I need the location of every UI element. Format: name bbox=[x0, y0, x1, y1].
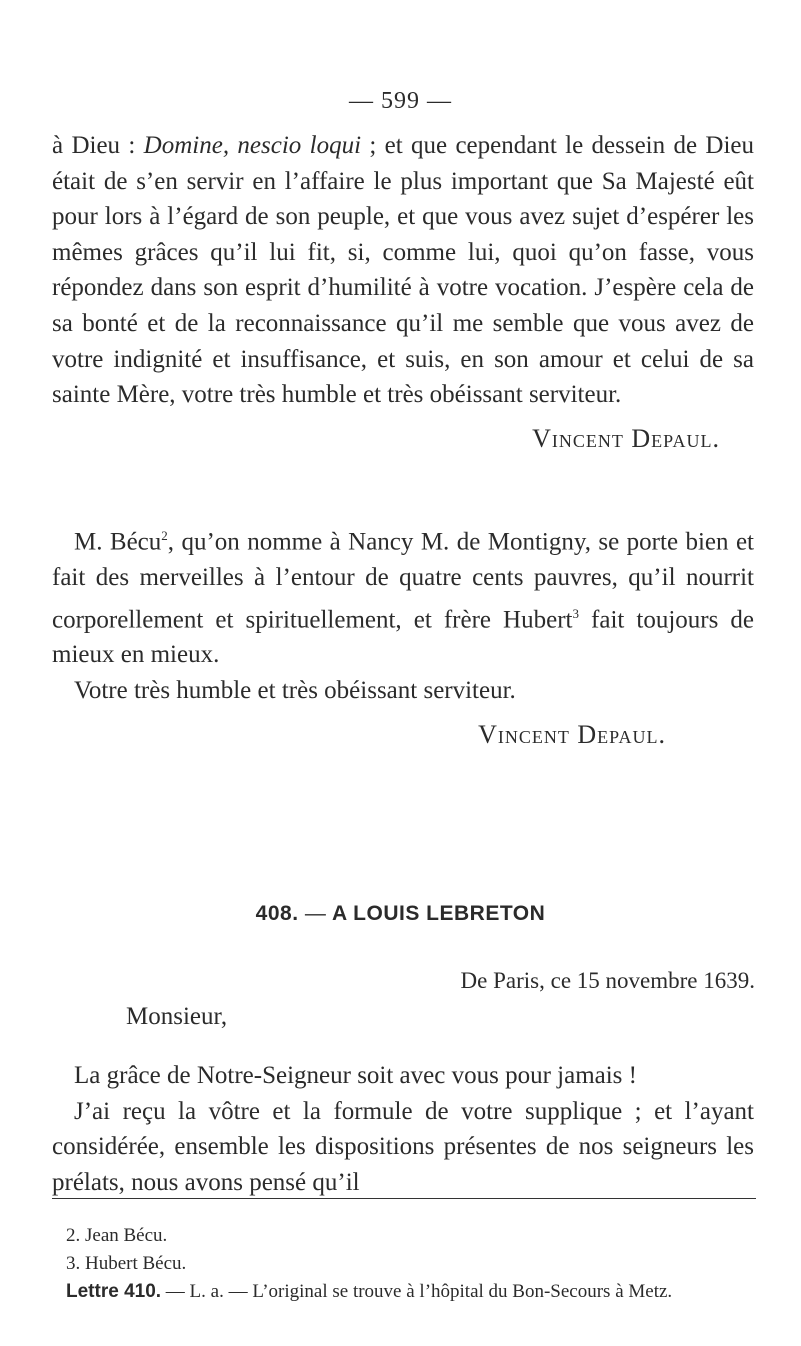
letter-note-text: — L. a. — L’original se trouve à l’hôpital du Bon-Secours à Metz. bbox=[161, 1281, 673, 1302]
footnote: 3. Hubert Bécu. bbox=[66, 1253, 187, 1274]
postscript-paragraph bbox=[52, 518, 754, 673]
footnote bbox=[66, 1278, 756, 1306]
page-number: — 599 — bbox=[349, 88, 452, 114]
letter-title: A LOUIS LEBRETON bbox=[331, 902, 546, 925]
letter-number: 408. bbox=[255, 902, 299, 925]
footnote-divider bbox=[52, 1198, 756, 1199]
body-paragraph: J’ai reçu la vôtre et la formule de votre supplique ; et l’ayant considérée, ensemble les dispositions présentes de nos seigneurs les prélats, nous avons pensé qu’il bbox=[52, 1097, 754, 1196]
letter-paragraph bbox=[52, 128, 754, 413]
text-after-italic: ; et que cependant le dessein de Dieu était de s’en servir en l’affaire le plus important que Sa Majesté eût pour lors à l’égard de son peuple, et que vous avez sujet d’espérer les mêmes grâces qu’il lui fit, si, comme lui, quoi qu’on fasse, vous répondez dans son esprit d’humilité à votre vocation. J’espère cela de sa bonté et de la reconnaissance qu’il me semble que vous avez de votre indignité et insuffisance, et suis, en son amour et celui de sa sainte Mère, votre très humble et très obéissant serviteur. bbox=[52, 132, 754, 409]
ps-part3: fait toujours de mieux en mieux. bbox=[52, 605, 754, 669]
letter-408-body bbox=[52, 1058, 754, 1200]
footnotes bbox=[66, 1222, 756, 1306]
footnote: 2. Jean Bécu. bbox=[66, 1225, 168, 1246]
letter-reference: Lettre 410. bbox=[66, 1281, 162, 1302]
footnote-ref-3: 3 bbox=[572, 605, 579, 621]
body-paragraph: La grâce de Notre-Seigneur soit avec vous pour jamais ! bbox=[74, 1062, 637, 1089]
ps-part2: , qu’on nomme à Nancy M. de Montigny, se porte bien et fait des merveilles à l’entour de quatre cents pauvres, qu’il nourrit corporellement et spirituellement, et frère Hubert bbox=[52, 528, 754, 633]
ps-part1: M. Bécu bbox=[74, 528, 162, 556]
signature: Vincent Depaul. bbox=[532, 423, 720, 453]
italic-phrase: Domine, nescio loqui bbox=[143, 132, 362, 159]
letter-heading bbox=[0, 902, 801, 926]
salutation: Monsieur, bbox=[126, 1003, 228, 1030]
signature: Vincent Depaul. bbox=[478, 719, 666, 749]
postscript bbox=[52, 518, 754, 752]
footnote-ref-2: 2 bbox=[161, 528, 168, 543]
text-before-italic: à Dieu : bbox=[52, 132, 144, 159]
letter-continuation bbox=[52, 128, 754, 456]
heading-dash: — bbox=[304, 902, 327, 925]
closing-line: Votre très humble et très obéissant serviteur. bbox=[74, 677, 516, 705]
dateline: De Paris, ce 15 novembre 1639. bbox=[460, 968, 755, 993]
